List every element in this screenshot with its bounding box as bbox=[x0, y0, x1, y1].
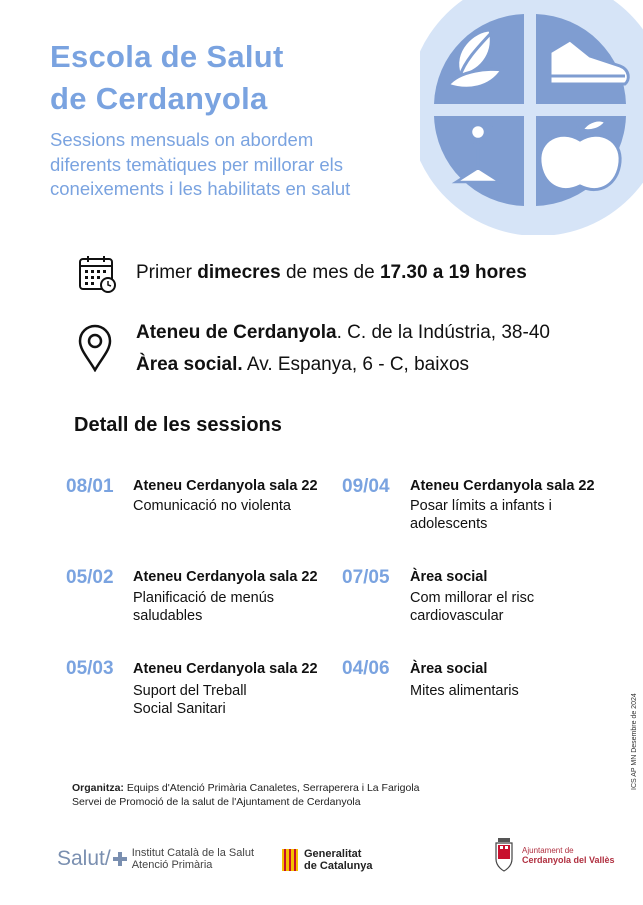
session-place: Ateneu Cerdanyola sala 22 bbox=[133, 478, 318, 494]
session-date: 09/04 bbox=[342, 476, 390, 497]
sessions-title: Detall de les sessions bbox=[74, 414, 282, 436]
subtitle-line-3: coneixements i les habilitats en salut bbox=[50, 178, 351, 199]
session-date: 05/02 bbox=[66, 567, 114, 588]
session-place: Ateneu Cerdanyola sala 22 bbox=[410, 478, 595, 494]
map-pin-icon bbox=[78, 324, 112, 372]
location-line-2 bbox=[136, 354, 469, 376]
session-place: Ateneu Cerdanyola sala 22 bbox=[133, 661, 318, 677]
session-place: Ateneu Cerdanyola sala 22 bbox=[133, 569, 318, 585]
health-illustration bbox=[420, 0, 643, 235]
salut-wordmark: Salut/ bbox=[57, 847, 111, 870]
schedule-mid: de mes de bbox=[280, 262, 380, 283]
calendar-icon bbox=[78, 254, 118, 294]
senyera-icon bbox=[282, 849, 298, 871]
subtitle bbox=[50, 128, 350, 202]
subtitle-line-2: diferents temàtiques per millorar els bbox=[50, 153, 344, 175]
session-topic-line-2: cardiovascular bbox=[410, 608, 504, 624]
session-date: 05/03 bbox=[66, 658, 114, 679]
schedule-time: 17.30 a 19 hores bbox=[379, 262, 527, 283]
ics-line-2: Atenció Primària bbox=[131, 859, 213, 871]
organizers-label: Organitza: bbox=[72, 782, 124, 794]
title-line-2: de Cerdanyola bbox=[50, 81, 268, 116]
page-title bbox=[50, 36, 284, 120]
session-date: 04/06 bbox=[342, 658, 390, 679]
session-place: Àrea social bbox=[410, 661, 488, 677]
session-topic-line-1: Com millorar el risc bbox=[410, 590, 535, 606]
ajuntament-text bbox=[522, 846, 615, 865]
generalitat-line-2: de Catalunya bbox=[304, 860, 373, 872]
session-topic-line-1: Suport del Treball bbox=[133, 683, 247, 699]
location-2-name: Àrea social. bbox=[136, 354, 243, 375]
ajuntament-line-2: Cerdanyola del Vallès bbox=[522, 854, 615, 865]
ajuntament-logo bbox=[492, 837, 615, 873]
location-2-address: Av. Espanya, 6 - C, baixos bbox=[242, 354, 470, 375]
salut-logo bbox=[57, 847, 254, 871]
session-topic-line-1: Mites alimentaris bbox=[410, 683, 519, 699]
ajuntament-line-1: Ajuntament de bbox=[522, 845, 574, 855]
ics-text bbox=[132, 847, 254, 871]
session-topic-line-2: adolescents bbox=[410, 516, 488, 532]
session-date: 08/01 bbox=[66, 476, 114, 497]
ics-line-1: Institut Català de la Salut bbox=[131, 847, 254, 859]
organizers-line-1: Equips d'Atenció Primària Canaletes, Serraperera i La Farigola bbox=[123, 782, 420, 794]
organizers-line-2: Servei de Promoció de la salut de l'Ajuntament de Cerdanyola bbox=[72, 796, 361, 808]
session-topic-line-1: Planificació de menús bbox=[133, 590, 275, 606]
generalitat-logo bbox=[282, 848, 372, 872]
subtitle-line-1: Sessions mensuals on abordem bbox=[50, 129, 314, 150]
location-line-1 bbox=[136, 322, 550, 344]
title-line-1: Escola de Salut bbox=[50, 39, 284, 74]
session-topic-line-2: saludables bbox=[133, 608, 203, 624]
session-topic-line-2: Social Sanitari bbox=[133, 701, 226, 717]
location-1-name: Ateneu de Cerdanyola bbox=[136, 322, 337, 343]
generalitat-line-1: Generalitat bbox=[304, 848, 362, 860]
session-date: 07/05 bbox=[342, 567, 390, 588]
session-place: Àrea social bbox=[410, 569, 488, 585]
schedule-text bbox=[136, 262, 527, 284]
coat-of-arms-icon bbox=[492, 837, 516, 873]
session-topic-line-1: Comunicació no violenta bbox=[133, 498, 291, 514]
schedule-pre: Primer bbox=[136, 262, 198, 283]
organizers bbox=[72, 781, 420, 809]
location-1-address: . C. de la Indústria, 38-40 bbox=[336, 322, 550, 343]
schedule-day: dimecres bbox=[197, 262, 281, 283]
session-topic-line-1: Posar límits a infants i bbox=[410, 498, 552, 514]
generalitat-text bbox=[304, 848, 372, 872]
cross-icon bbox=[112, 851, 128, 867]
side-note: ICS AP MN Desembre de 2024 bbox=[631, 693, 638, 790]
